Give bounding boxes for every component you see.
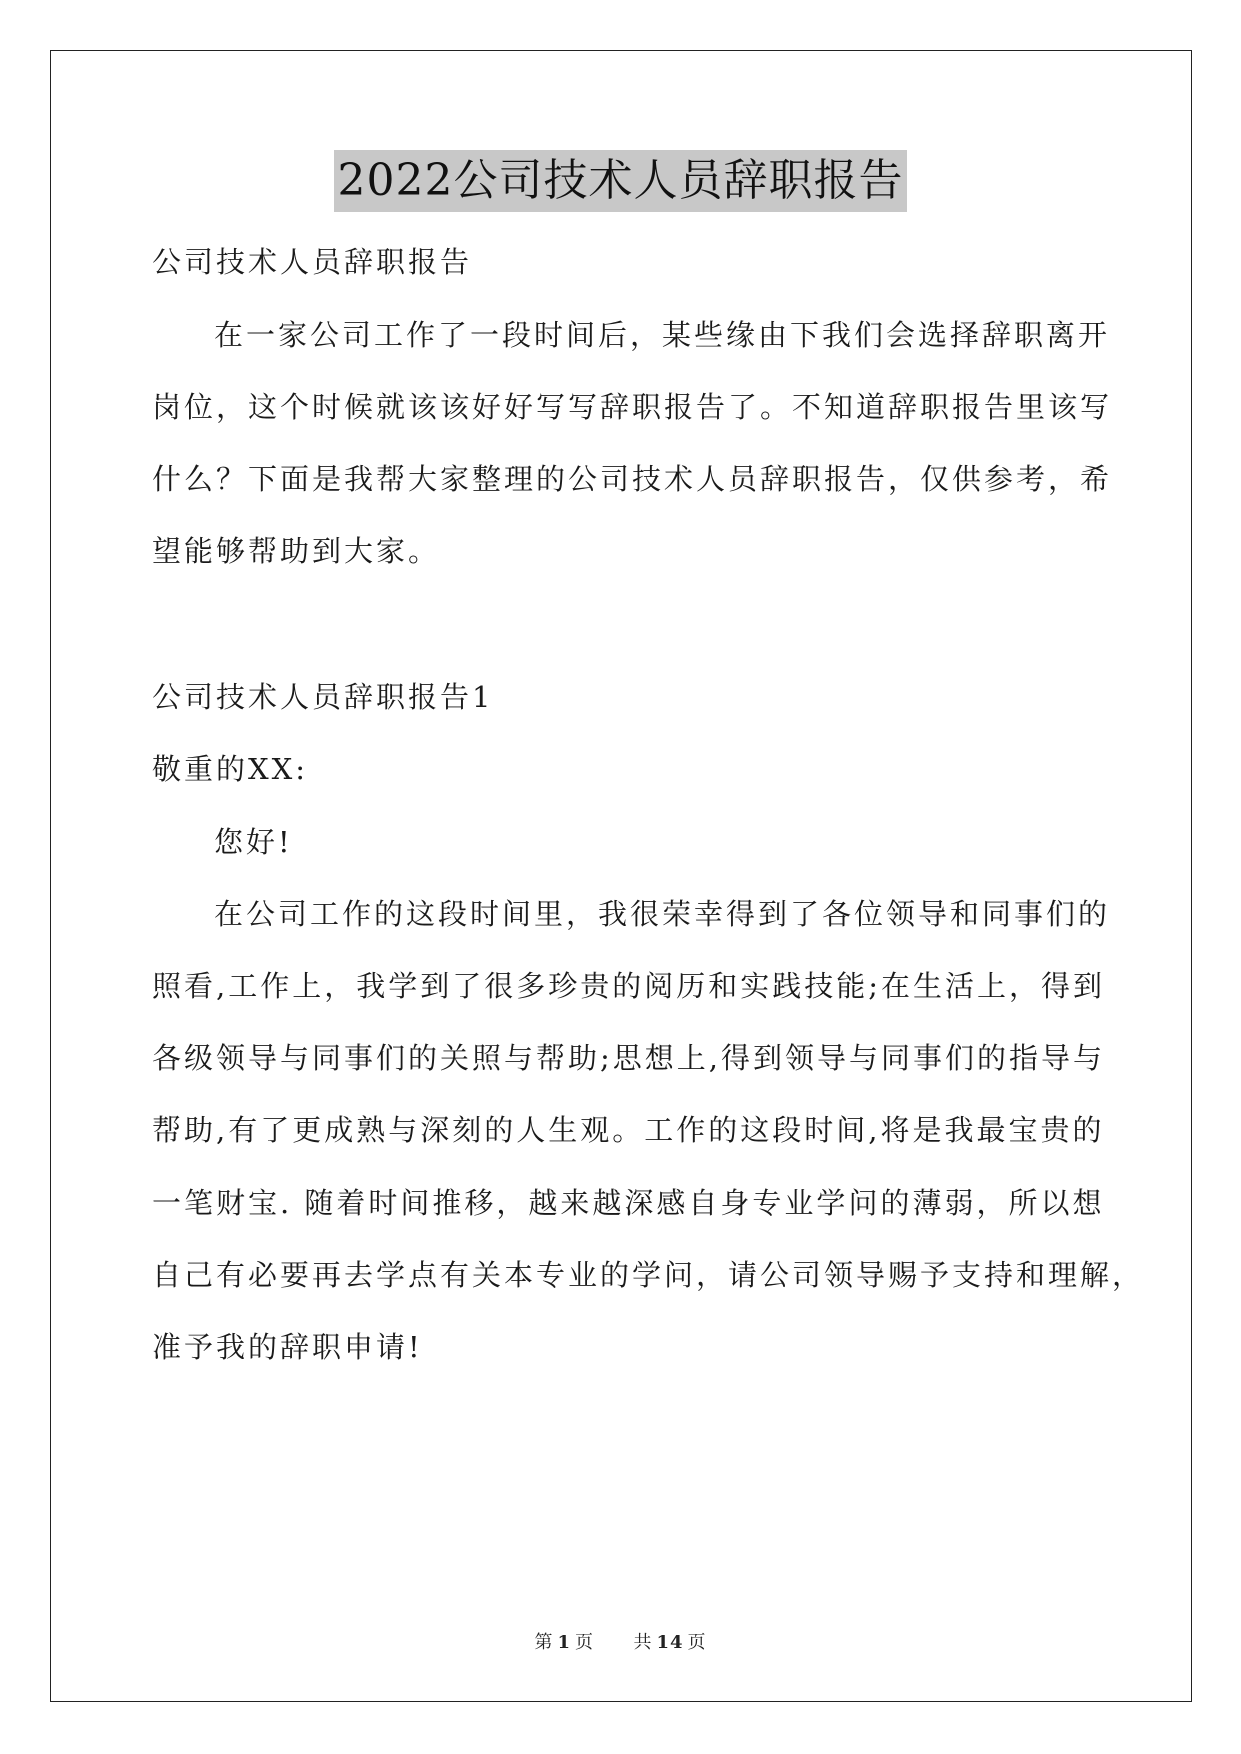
page-total: 14 [656,1632,684,1653]
text-line: 帮助,有了更成熟与深刻的人生观。工作的这段时间,将是我最宝贵的 [152,1113,1105,1147]
total-suffix: 页 [687,1632,707,1653]
page-footer [0,1628,1241,1654]
subtitle-line: 公司技术人员辞职报告 [152,245,473,279]
text-line: 照看,工作上，我学到了很多珍贵的阅历和实践技能;在生活上，得到 [152,969,1105,1003]
salutation: 敬重的XX: [152,752,309,786]
section-heading: 公司技术人员辞职报告1 [152,680,494,714]
text-line: 在一家公司工作了一段时间后，某些缘由下我们会选择辞职离开 [214,318,1111,352]
total-prefix: 共 [633,1632,653,1653]
page-prefix: 第 [534,1632,554,1653]
text-line: 望能够帮助到大家。 [152,534,441,568]
greeting: 您好! [214,825,293,859]
text-line: 什么？下面是我帮大家整理的公司技术人员辞职报告，仅供参考，希 [152,462,1113,496]
title-container [0,150,1241,212]
page-suffix: 页 [575,1632,594,1653]
document-title: 2022公司技术人员辞职报告 [334,150,908,212]
text-line: 自己有必要再去学点有关本专业的学问，请公司领导赐予支持和理解， [152,1258,1145,1292]
page-current: 1 [557,1632,571,1653]
text-line: 一笔财宝. 随着时间推移，越来越深感自身专业学问的薄弱，所以想 [152,1186,1105,1220]
text-line: 准予我的辞职申请! [152,1330,423,1364]
text-line: 各级领导与同事们的关照与帮助;思想上,得到领导与同事们的指导与 [152,1041,1105,1075]
text-line: 在公司工作的这段时间里，我很荣幸得到了各位领导和同事们的 [214,897,1111,931]
page-border [50,50,1192,1702]
text-line: 岗位，这个时候就该该好好写写辞职报告了。不知道辞职报告里该写 [152,390,1113,424]
